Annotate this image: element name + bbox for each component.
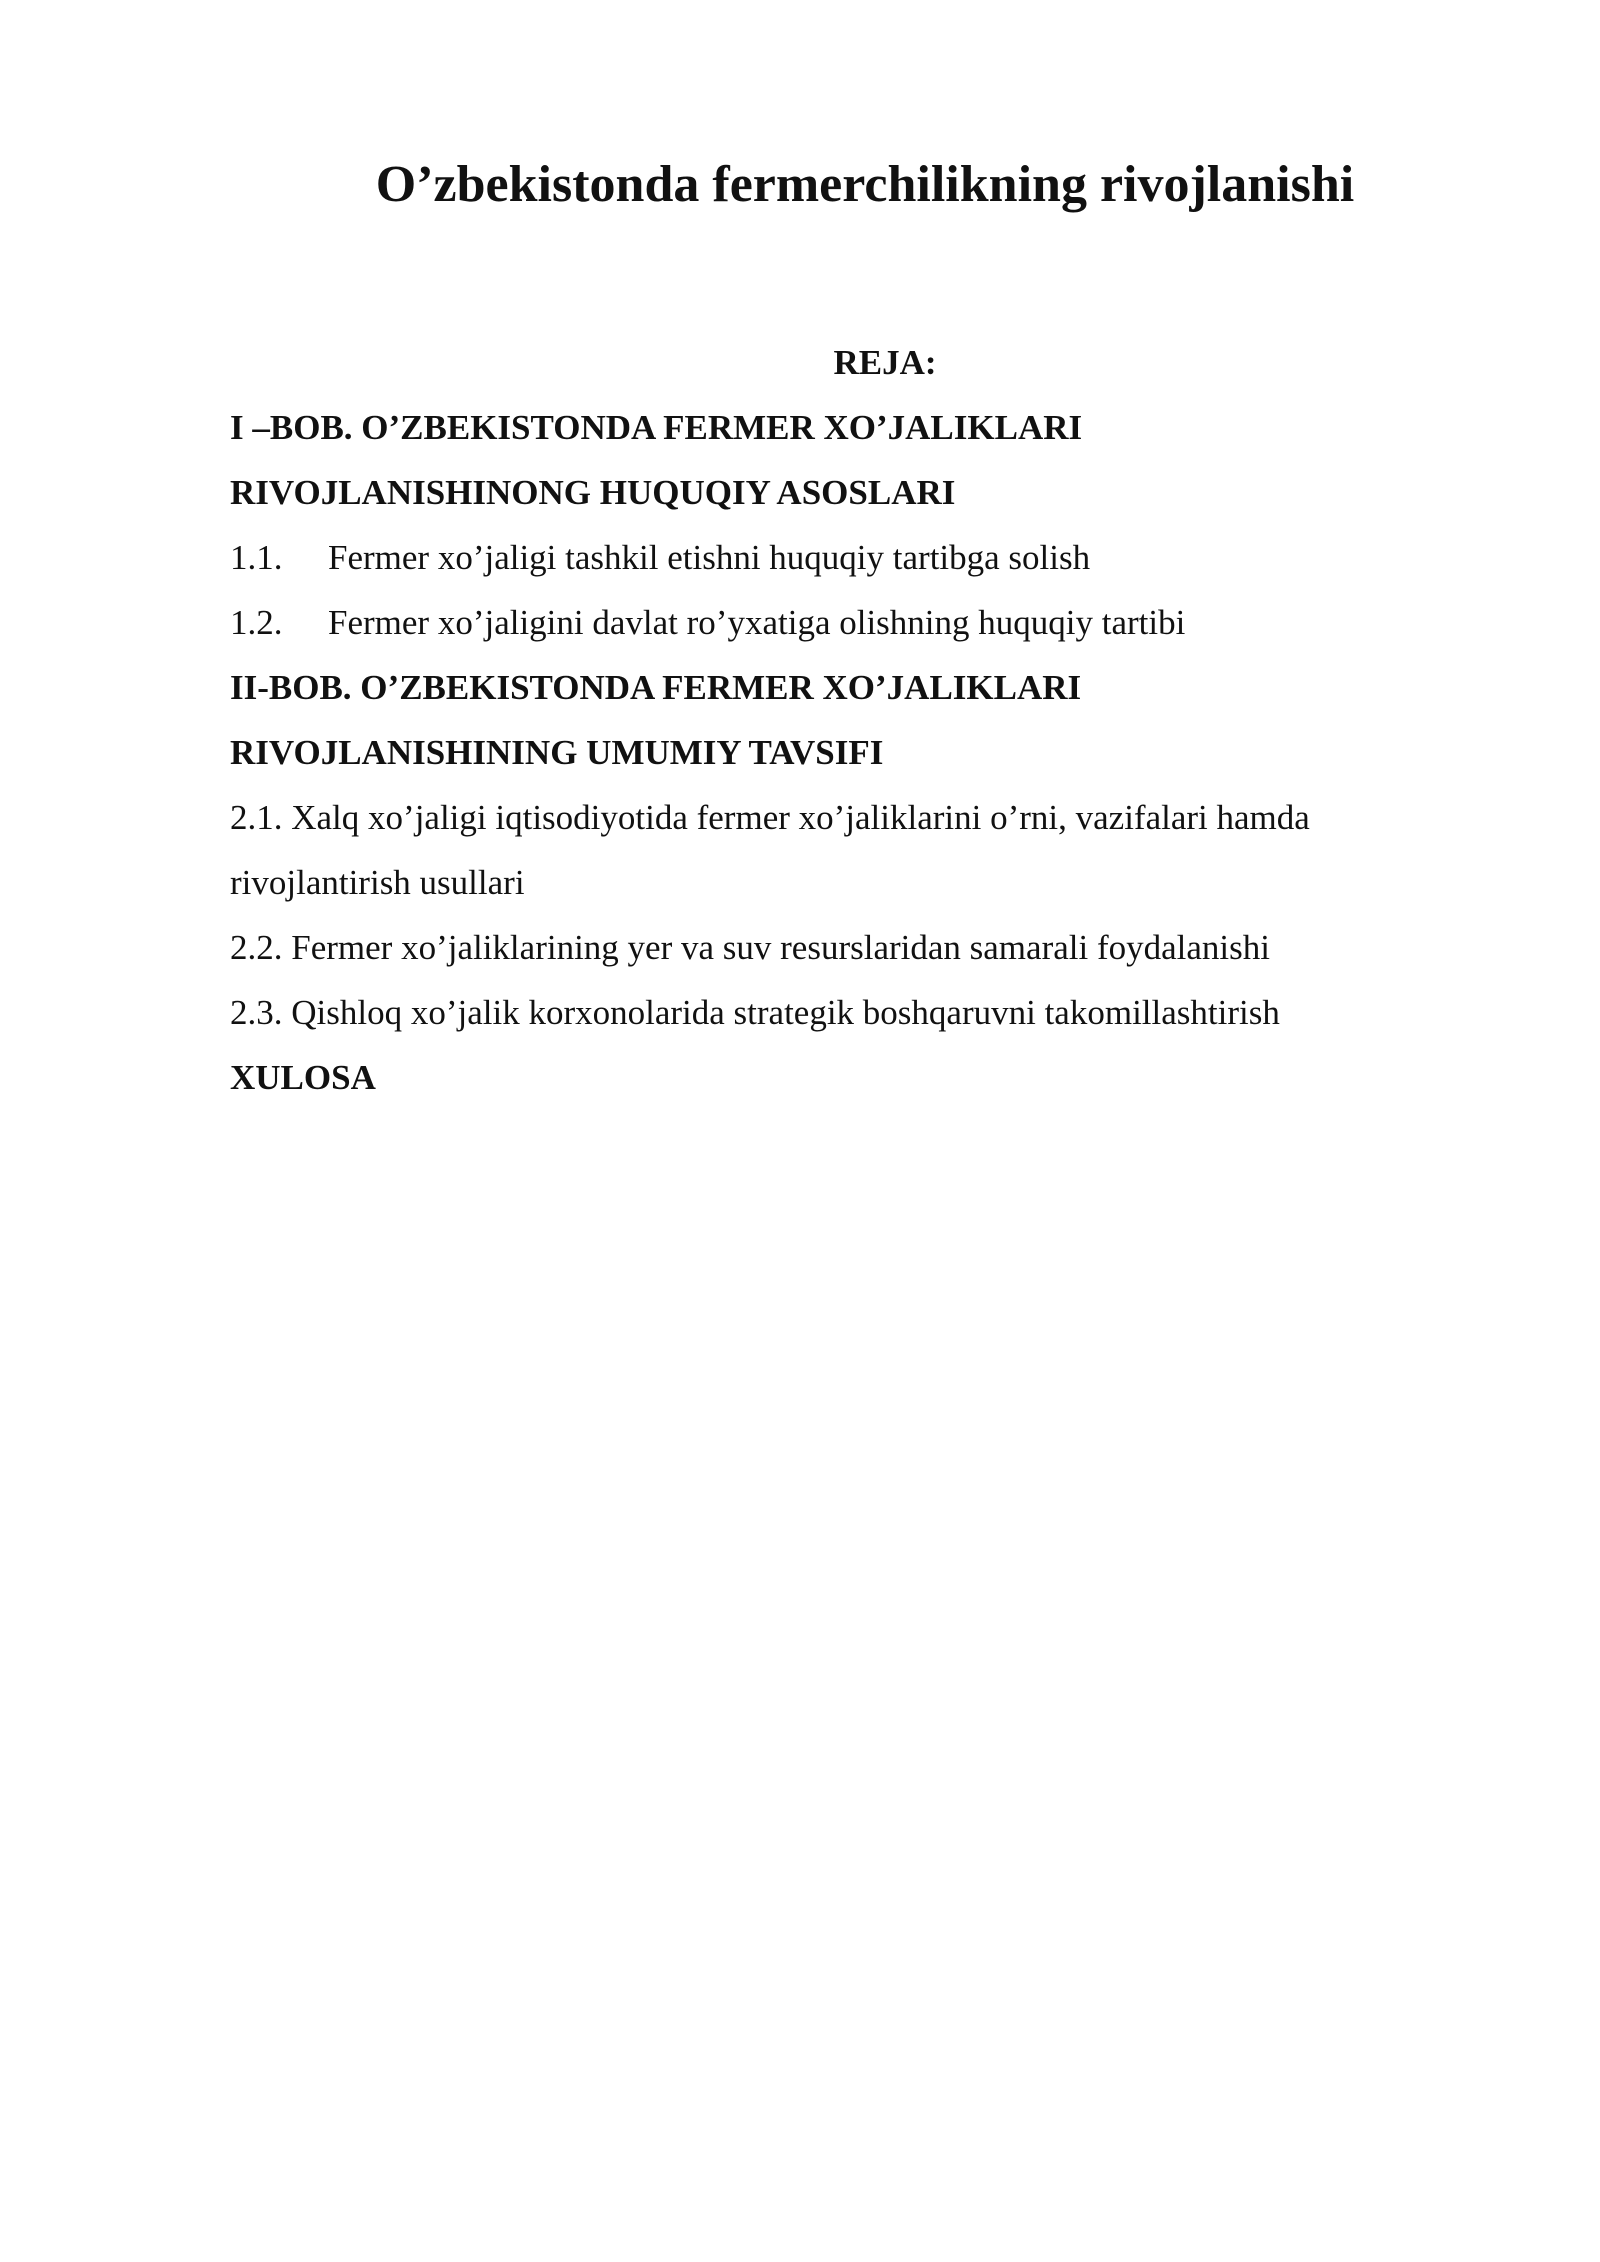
plan-item-1-1 [230,525,1410,590]
plan-heading: REJA: [833,343,937,382]
chapter-1-heading-line-1: I –BOB. O’ZBEKISTONDA FERMER XO’JALIKLARI [230,408,1083,447]
plan-item-2-2: 2.2. Fermer xo’jaliklarining yer va suv resurslaridan samarali foydalanishi [230,928,1270,967]
plan-item-number: 1.1. [230,538,283,577]
plan-item-2-1: 2.1. Xalq xo’jaligi iqtisodiyotida fermer xo’jaliklarini o’rni, vazifalari hamda rivojlantirish usullari [230,798,1310,902]
plan-section [230,330,1410,1110]
chapter-1-heading-line-2: RIVOJLANISHINONG HUQUQIY ASOSLARI [230,473,956,512]
plan-item-1-2 [230,590,1410,655]
plan-item-text: Fermer xo’jaligini davlat ro’yxatiga olishning huquqiy tartibi [328,603,1186,642]
conclusion-heading: XULOSA [230,1058,376,1097]
chapter-2-heading-line-1: II-BOB. O’ZBEKISTONDA FERMER XO’JALIKLARI [230,668,1082,707]
plan-item-text: Fermer xo’jaligi tashkil etishni huquqiy tartibga solish [328,538,1091,577]
document-title: O’zbekistonda fermerchilikning rivojlanishi [375,156,1355,213]
chapter-2-heading-line-2: RIVOJLANISHINING UMUMIY TAVSIFI [230,733,884,772]
plan-item-number: 1.2. [230,603,283,642]
plan-item-2-3: 2.3. Qishloq xo’jalik korxonolarida strategik boshqaruvni takomillashtirish [230,993,1280,1032]
